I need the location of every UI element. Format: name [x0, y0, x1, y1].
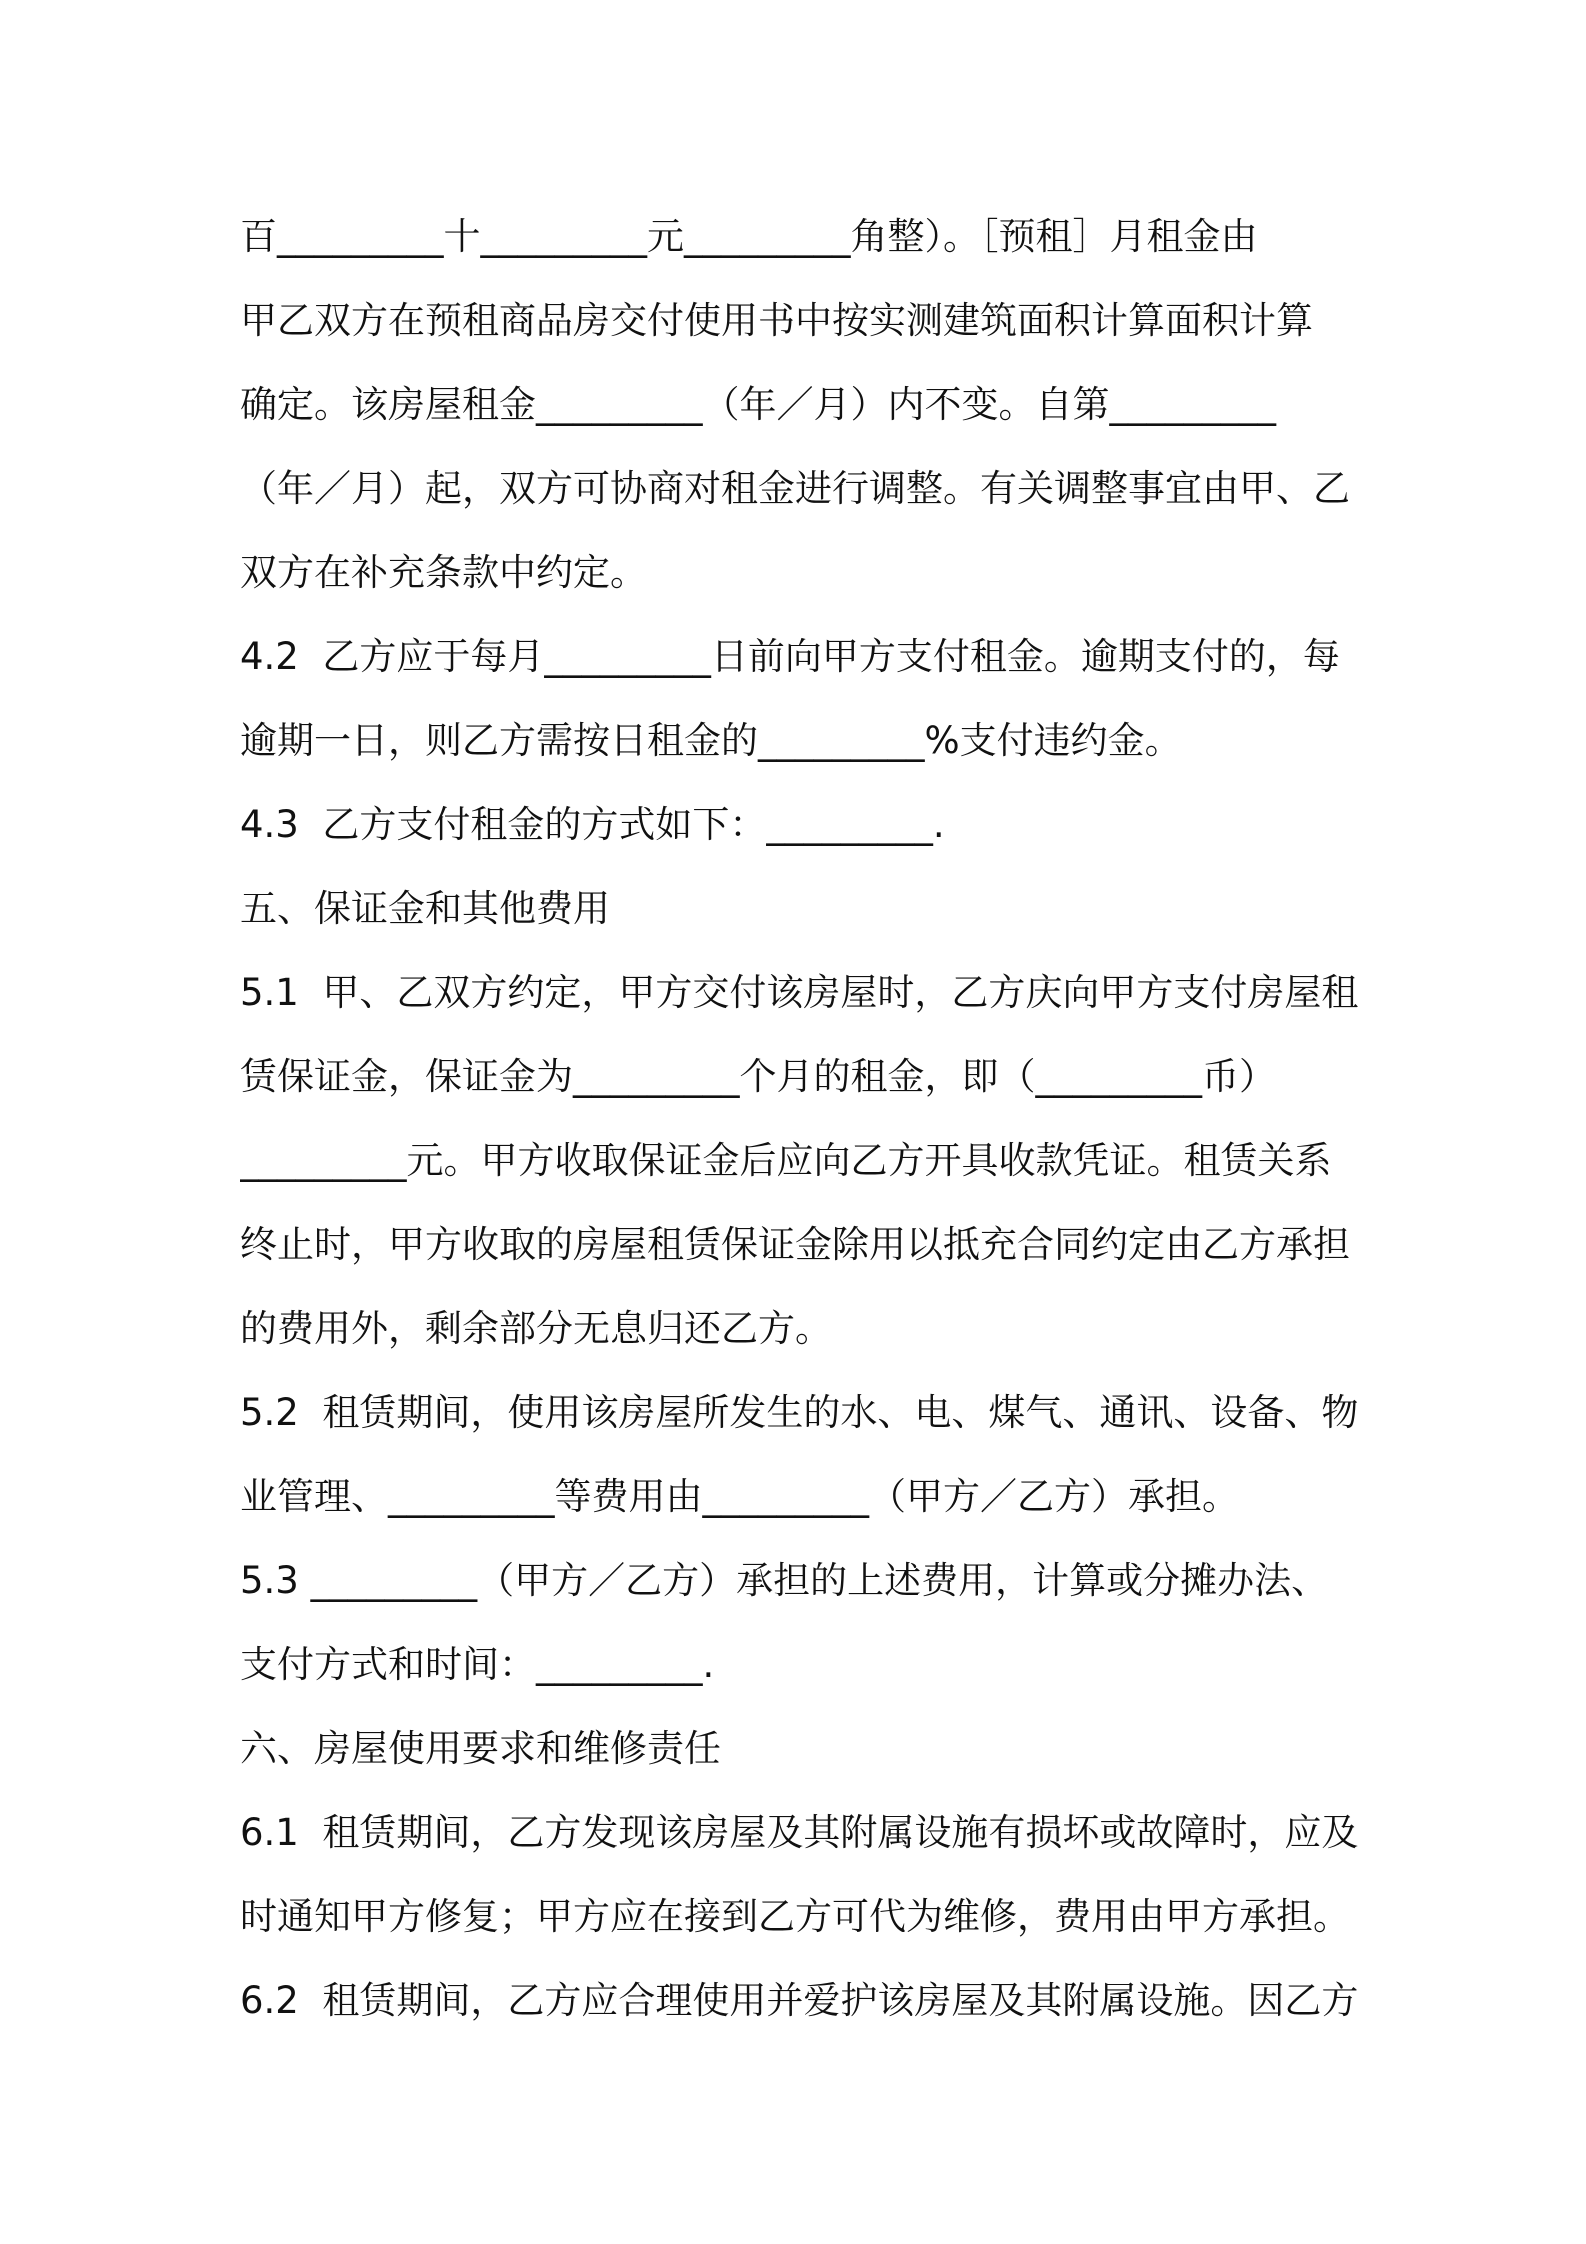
text-line-5: 双方在补充条款中约定。 [240, 551, 647, 594]
clause-6-2-line-1: 6.2 租赁期间，乙方应合理使用并爱护该房屋及其附属设施。因乙方 [240, 1979, 1359, 2022]
clause-4-2-line-1: 4.2 乙方应于每月_________日前向甲方支付租金。逾期支付的，每 [240, 635, 1340, 678]
text-line-2: 甲乙双方在预租商品房交付使用书中按实测建筑面积计算面积计算 [240, 299, 1313, 342]
section-heading-6: 六、房屋使用要求和维修责任 [240, 1727, 721, 1770]
clause-6-1-line-2: 时通知甲方修复；甲方应在接到乙方可代为维修，费用由甲方承担。 [240, 1895, 1350, 1938]
clause-6-1-line-1: 6.1 租赁期间，乙方发现该房屋及其附属设施有损坏或故障时，应及 [240, 1811, 1359, 1854]
clause-5-1-line-4: 终止时，甲方收取的房屋租赁保证金除用以抵充合同约定由乙方承担 [240, 1223, 1350, 1266]
clause-5-1-line-2: 赁保证金，保证金为_________个月的租金，即（_________币） [240, 1055, 1276, 1098]
document-body [240, 195, 1360, 2043]
text-line-4: （年／月）起，双方可协商对租金进行调整。有关调整事宜由甲、乙 [240, 467, 1350, 510]
text-line-3: 确定。该房屋租金_________（年／月）内不变。自第_________ [240, 383, 1276, 426]
clause-4-2-line-2: 逾期一日，则乙方需按日租金的_________%支付违约金。 [240, 719, 1182, 762]
clause-5-1-line-5: 的费用外，剩余部分无息归还乙方。 [240, 1307, 832, 1350]
clause-5-2-line-1: 5.2 租赁期间，使用该房屋所发生的水、电、煤气、通讯、设备、物 [240, 1391, 1359, 1434]
section-heading-5: 五、保证金和其他费用 [240, 887, 610, 930]
clause-4-3: 4.3 乙方支付租金的方式如下：_________. [240, 803, 945, 846]
text-line-1: 百_________十_________元_________角整）。［预租］月租金由 [240, 215, 1258, 258]
clause-5-1-line-1: 5.1 甲、乙双方约定，甲方交付该房屋时，乙方庆向甲方支付房屋租 [240, 971, 1359, 1014]
clause-5-3-line-1: 5.3 _________（甲方／乙方）承担的上述费用，计算或分摊办法、 [240, 1559, 1329, 1602]
clause-5-2-line-2: 业管理、_________等费用由_________（甲方／乙方）承担。 [240, 1475, 1239, 1518]
clause-5-1-line-3: _________元。甲方收取保证金后应向乙方开具收款凭证。租赁关系 [240, 1139, 1332, 1182]
clause-5-3-line-2: 支付方式和时间：_________. [240, 1643, 715, 1686]
